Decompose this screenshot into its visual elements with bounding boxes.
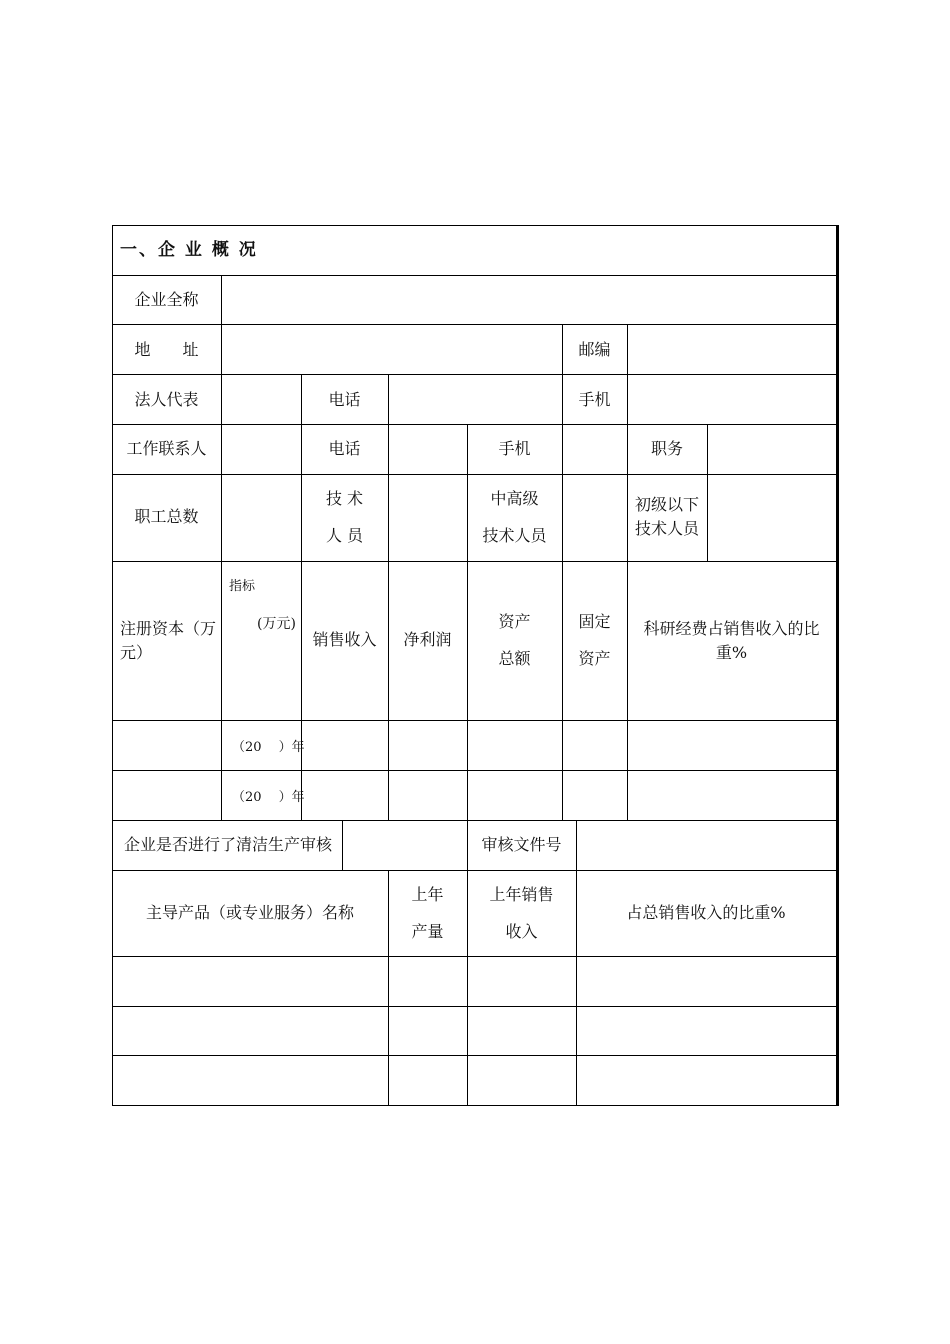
label-sales: 销售收入 — [312, 630, 377, 649]
label-tech-staff: 人 员 — [325, 526, 364, 545]
label-mobile: 手机 — [578, 390, 611, 409]
label-mid-high-staff: 技术人员 — [482, 526, 547, 545]
label-mobile: 手机 — [498, 439, 531, 458]
label-audit-doc-no: 审核文件号 — [481, 835, 562, 854]
enterprise-overview-form — [112, 225, 839, 1106]
label-last-output: 上年 — [411, 885, 444, 904]
label-rnd-ratio: 科研经费占销售收入的比 — [643, 619, 820, 638]
label-address: 地 址 — [134, 340, 199, 359]
label-junior-staff: 技术人员 — [634, 519, 699, 538]
label-position: 职务 — [650, 439, 683, 458]
label-phone: 电话 — [328, 439, 361, 458]
label-indicator: 指标 — [229, 579, 256, 594]
label-last-sales: 上年销售 — [489, 885, 554, 904]
label-tech-staff: 技 术 — [325, 489, 364, 508]
label-reg-capital: 元） — [120, 643, 153, 662]
rule — [112, 870, 839, 871]
vrule — [627, 324, 628, 820]
rule-top — [112, 225, 839, 226]
rule — [112, 1055, 839, 1056]
vrule — [342, 820, 343, 870]
label-year: （20 ）年 — [232, 790, 305, 805]
rule-bottom — [112, 1105, 839, 1106]
vrule — [221, 275, 222, 820]
label-junior-staff: 初级以下 — [634, 495, 699, 514]
label-last-sales: 收入 — [505, 922, 538, 941]
label-main-product: 主导产品（或专业服务）名称 — [145, 903, 354, 922]
label-year: （20 ）年 — [232, 740, 305, 755]
label-net-profit: 净利润 — [403, 630, 452, 649]
label-total-assets: 总额 — [498, 649, 531, 668]
rule — [112, 956, 839, 957]
label-postcode: 邮编 — [578, 340, 611, 359]
label-fixed-assets: 资产 — [578, 649, 611, 668]
rule — [112, 1006, 839, 1007]
vrule — [707, 424, 708, 561]
label-mid-high-staff: 中高级 — [490, 489, 539, 508]
label-total-staff: 职工总数 — [134, 507, 199, 526]
vrule — [388, 374, 389, 820]
rule — [112, 820, 839, 821]
label-contact: 工作联系人 — [126, 439, 207, 458]
label-last-output: 产量 — [411, 922, 444, 941]
rule-right — [836, 225, 839, 1106]
label-reg-capital: 注册资本（万 — [120, 619, 217, 638]
label-fixed-assets: 固定 — [578, 612, 611, 631]
label-company-name: 企业全称 — [134, 290, 199, 309]
label-share-ratio: 占总销售收入的比重% — [626, 903, 786, 922]
label-total-assets: 资产 — [498, 612, 531, 631]
label-rnd-ratio: 重% — [715, 643, 748, 662]
vrule — [576, 820, 577, 1105]
label-legal-rep: 法人代表 — [134, 390, 199, 409]
label-phone: 电话 — [328, 390, 361, 409]
label-unit: (万元) — [257, 616, 296, 632]
section-title: 一、企 业 概 况 — [120, 240, 258, 260]
label-clean-audit: 企业是否进行了清洁生产审核 — [124, 835, 333, 854]
